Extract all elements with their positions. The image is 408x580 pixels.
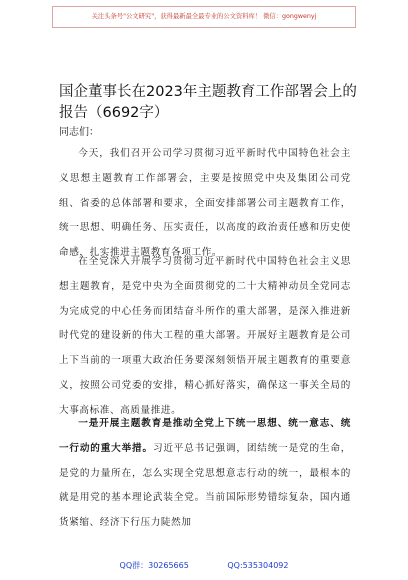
footer — [0, 560, 408, 571]
paragraph-section-1 — [59, 412, 351, 536]
footer-qq: QQ:535304092 — [227, 561, 289, 570]
header-banner: 关注头条号"公文研究"，获得最新最全最专业的公文资料库！ 微信：gongwenyj — [52, 6, 356, 28]
paragraph-1: 今天，我们召开公司学习贯彻习近平新时代中国特色社会主义思想主题教育工作部署会，主要是按照党中央及集团公司党组、省委的总体部署和要求，全面安排部署公司主题教育工作，统一思想、明确任务、压实责任，以高度的政治责任感和历史使命感，扎实推进主题教育各项工作。 — [59, 148, 351, 259]
salutation: 同志们： — [59, 127, 99, 138]
document-title: 国企董事长在2023年主题教育工作部署会上的报告（6692字） — [59, 84, 357, 121]
section-body: 习近平总书记强调，团结统一是党的生命，是党的力量所在，怎么实现全党思想意志行动的统一，最根本的就是用党的基本理论武装全党。当前国际形势错综复杂，国内通货紧缩、经济下行压力陡然加 — [59, 442, 351, 529]
footer-qq-group: QQ群：30265665 — [119, 561, 189, 570]
paragraph-2: 在全党深入开展学习贯彻习近平新时代中国特色社会主义思想主题教育，是党中央为全面贯彻党的二十大精神动员全党同志为完成党的中心任务而团结奋斗所作的重大部署，是深入推进新时代党的建设新的伟大工程的重大部署。开展好主题教育是公司上下当前的一项重大政治任务要深刻领悟开展主题教育的重要意义，按照公司党委的安排，精心抓好落实，确保这一事关全局的大事高标准、高质量推进。 — [59, 256, 351, 416]
section-heading: 一是开展主题教育是推动全党上下统一思想、统一意志、统一行动的重大举措。 — [59, 418, 351, 454]
